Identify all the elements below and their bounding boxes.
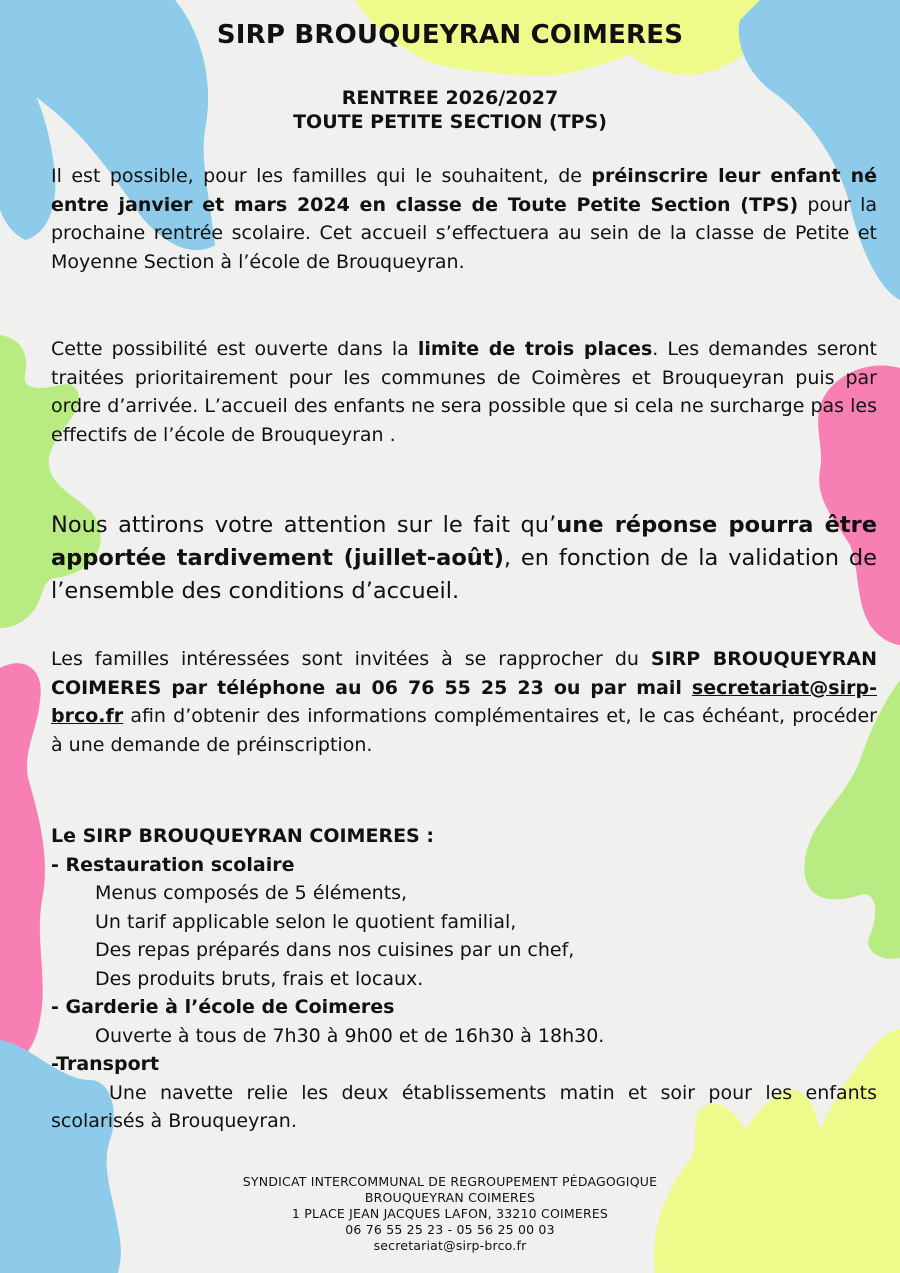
garderie-text: Ouverte à tous de 7h30 à 9h00 et de 16h30 à 18h30. (95, 1024, 605, 1047)
footer-communes: BROUQUEYRAN COIMERES (364, 1190, 536, 1205)
paragraph-preinscription (51, 162, 877, 276)
paragraph-text: . Les demandes seront traitées prioritairement pour les communes de Coimères et Brouqueyran puis par ordre d’arrivée. L’accueil des enfants ne sera possible que si cela ne surcharge pas les effectifs de l’école de Brouqueyran . (51, 338, 877, 446)
paragraph-emphasis: une réponse pourra être apportée tardivement (juillet-août) (51, 512, 877, 571)
paragraph-text: Nous attirons votre attention sur le fait qu’ (51, 512, 557, 538)
subtitle-section: TOUTE PETITE SECTION (TPS) (293, 111, 607, 133)
paragraph-text: , en fonction de la validation de l’ensemble des conditions d’accueil. (51, 545, 877, 604)
transport-text: Une navette relie les deux établissements matin et soir pour les enfants scolarisés à Brouqueyran. (51, 1081, 877, 1132)
restauration-item: Des produits bruts, frais et locaux. (95, 967, 424, 990)
paragraph-emphasis: préinscrire leur enfant né entre janvier et mars 2024 en classe de Toute Petite Section (TPS) (51, 165, 877, 216)
paragraph-emphasis: limite de trois places (417, 338, 653, 360)
paragraph-text: Il est possible, pour les familles qui le souhaitent, de (51, 165, 592, 187)
subtitle-year: RENTREE 2026/2027 (341, 87, 559, 109)
footer-email[interactable]: secretariat@sirp-brco.fr (373, 1238, 527, 1253)
paragraph-contact (51, 645, 877, 759)
restauration-title: - Restauration scolaire (51, 853, 295, 876)
paragraph-limit (51, 335, 877, 449)
garderie-title: - Garderie à l’école de Coimeres (51, 996, 395, 1018)
restauration-item: Un tarif applicable selon le quotient familial, (95, 910, 517, 933)
services-section (51, 822, 877, 1136)
footer-address: 1 PLACE JEAN JACQUES LAFON, 33210 COIMERES (291, 1206, 609, 1221)
footer-phones: 06 76 55 25 23 - 05 56 25 00 03 (345, 1222, 555, 1237)
document-subtitle (0, 86, 900, 134)
restauration-item: Des repas préparés dans nos cuisines par un chef, (95, 939, 575, 961)
paragraph-attention (51, 509, 877, 608)
paragraph-text: afin d’obtenir des informations complémentaires et, le cas échéant, procéder à une demande de préinscription. (51, 705, 877, 756)
paragraph-emphasis: SIRP BROUQUEYRAN COIMERES par téléphone au 06 76 55 25 23 ou par mail (51, 648, 877, 699)
transport-title: -Transport (51, 1053, 160, 1075)
document-title: SIRP BROUQUEYRAN COIMERES (216, 20, 684, 50)
paragraph-text: Cette possibilité est ouverte dans la (51, 338, 418, 360)
restauration-item: Menus composés de 5 éléments, (95, 882, 408, 904)
email-link[interactable]: secretariat@sirp-brco.fr (51, 676, 877, 727)
services-heading: Le SIRP BROUQUEYRAN COIMERES : (51, 825, 434, 847)
footer-organisation: SYNDICAT INTERCOMMUNAL DE REGROUPEMENT PÉDAGOGIQUE (242, 1174, 658, 1189)
footer (0, 1174, 900, 1254)
paragraph-text: Les familles intéressées sont invitées à se rapprocher du (51, 648, 651, 670)
paragraph-text: pour la prochaine rentrée scolaire. Cet accueil s’effectuera au sein de la classe de Petite et Moyenne Section à l’école de Brouqueyran. (51, 193, 877, 273)
